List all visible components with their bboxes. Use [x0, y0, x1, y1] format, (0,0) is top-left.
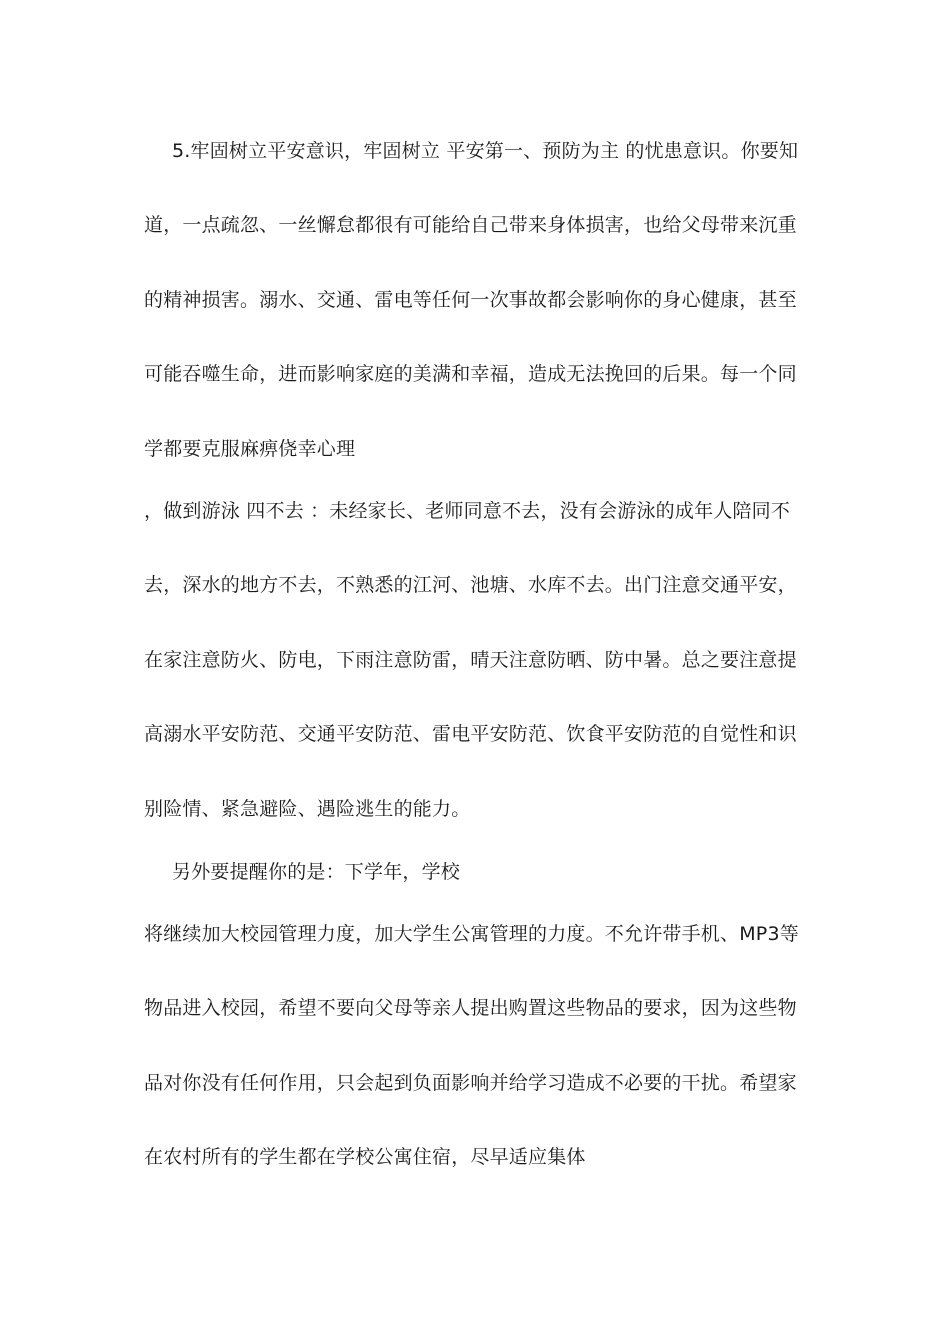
- text-line: 在农村所有的学生都在学校公寓住宿，尽早适应集体: [144, 1146, 586, 1168]
- text-line: 可能吞噬生命，进而影响家庭的美满和幸福，造成无法挽回的后果。每一个同: [144, 363, 797, 385]
- text-line: 在家注意防火、防电，下雨注意防雷，晴天注意防晒、防中暑。总之要注意提: [144, 649, 797, 671]
- text-line: 道，一点疏忽、一丝懈怠都很有可能给自己带来身体损害，也给父母带来沉重: [144, 214, 797, 236]
- text-line: 去，深水的地方不去，不熟悉的江河、池塘、水库不去。出门注意交通平安，: [144, 574, 797, 596]
- text-line: 物品进入校园，希望不要向父母等亲人提出购置这些物品的要求，因为这些物: [144, 997, 797, 1019]
- text-line: 5.牢固树立平安意识，牢固树立 平安第一、预防为主 的忧患意识。你要知: [172, 140, 799, 162]
- text-line: 学都要克服麻痹侥幸心理: [144, 438, 356, 460]
- text-line: 品对你没有任何作用，只会起到负面影响并给学习造成不必要的干扰。希望家: [144, 1072, 797, 1094]
- text-line: 的精神损害。溺水、交通、雷电等任何一次事故都会影响你的身心健康，甚至: [144, 289, 797, 311]
- text-line: 将继续加大校园管理力度，加大学生公寓管理的力度。不允许带手机、MP3等: [144, 923, 799, 945]
- text-line: ，做到游泳 四不去 ：未经家长、老师同意不去，没有会游泳的成年人陪同不: [144, 500, 791, 522]
- text-line: 别险情、紧急避险、遇险逃生的能力。: [144, 798, 471, 820]
- text-line: 高溺水平安防范、交通平安防范、雷电平安防范、饮食平安防范的自觉性和识: [144, 723, 797, 745]
- text-line: 另外要提醒你的是：下学年，学校: [172, 861, 461, 883]
